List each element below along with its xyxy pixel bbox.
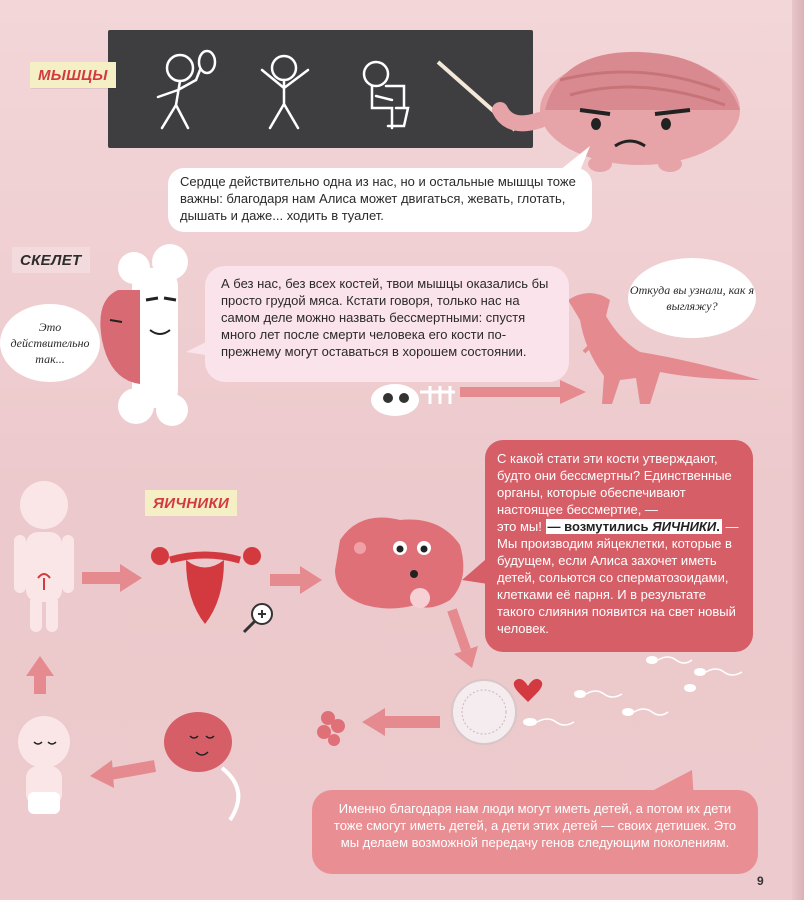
ovaries-text-part2: это мы! (497, 519, 542, 534)
heart-icon (514, 679, 543, 702)
chalk-figure-jumping (262, 56, 308, 128)
ovaries-text-part1: С какой стати эти кости утверждают, будто они бессмертны? Единственные органы, которые обеспечивают настоящее бессмертие, — (497, 451, 732, 517)
ovary-character (335, 518, 463, 609)
skeleton-speech-bubble: А без нас, без всех костей, твои мышцы оказались бы просто грудой мяса. Кстати говоря, только нас на самом деле можно назвать бессмертными: спустя много лет после смерти человека его кости по-прежнему могут оставаться в хорошем состоянии. (205, 266, 569, 382)
ovaries-highlight-word: ЯИЧНИКИ (652, 519, 717, 534)
muscles-speech-bubble: Сердце действительно одна из нас, но и остальные мышцы тоже важны: благодаря нам Алиса может двигаться, жевать, глотать, дышать и даже... ходить в туалет. (168, 168, 592, 232)
magnifier-icon (244, 604, 272, 632)
muscle-character (500, 52, 740, 172)
embryo-cells (317, 711, 345, 746)
skull-icon (371, 384, 455, 416)
sperm-cells (523, 656, 706, 726)
girl-figure (14, 481, 74, 632)
chalk-figure-toilet (364, 62, 408, 128)
heart-character (100, 290, 140, 384)
heart-reply-bubble: Это действительно так... (0, 304, 100, 382)
arrow-down (452, 610, 466, 650)
sperm-tails (537, 657, 742, 725)
ovaries-highlight (546, 519, 722, 534)
page-number: 9 (757, 874, 764, 888)
ovaries-text-part3: — Мы производим яйцеклетки, которые в будущем, если Алиса захочет иметь детей, сольются со сперматозоидами, клетками её парня. И в результате такого слияния появится на свет новый человек. (497, 519, 739, 636)
genes-speech-bubble: Именно благодаря нам люди могут иметь детей, а потом их дети тоже смогут иметь детей, а дети этих детей — своих детишек. Это мы делаем возможной передачу генов следующим поколениям. (312, 790, 758, 874)
baby-character (18, 716, 70, 814)
ovaries-highlight-end: . (716, 519, 720, 534)
section-label-muscles: МЫШЦЫ (30, 62, 116, 88)
uterus-illustration (151, 547, 261, 624)
section-label-skeleton: СКЕЛЕТ (12, 247, 90, 273)
dino-question-bubble: Откуда вы узнали, как я выгляжу? (628, 258, 756, 338)
egg-cell (452, 680, 516, 744)
fetus-character (164, 712, 238, 820)
ovaries-speech-bubble (485, 440, 753, 652)
section-label-ovaries: ЯИЧНИКИ (145, 490, 237, 516)
arrow-head (560, 380, 586, 404)
ovaries-highlight-text: — возмутились (547, 519, 649, 534)
arrow-to-baby (110, 766, 155, 774)
chalk-figure-tennis (158, 51, 215, 128)
